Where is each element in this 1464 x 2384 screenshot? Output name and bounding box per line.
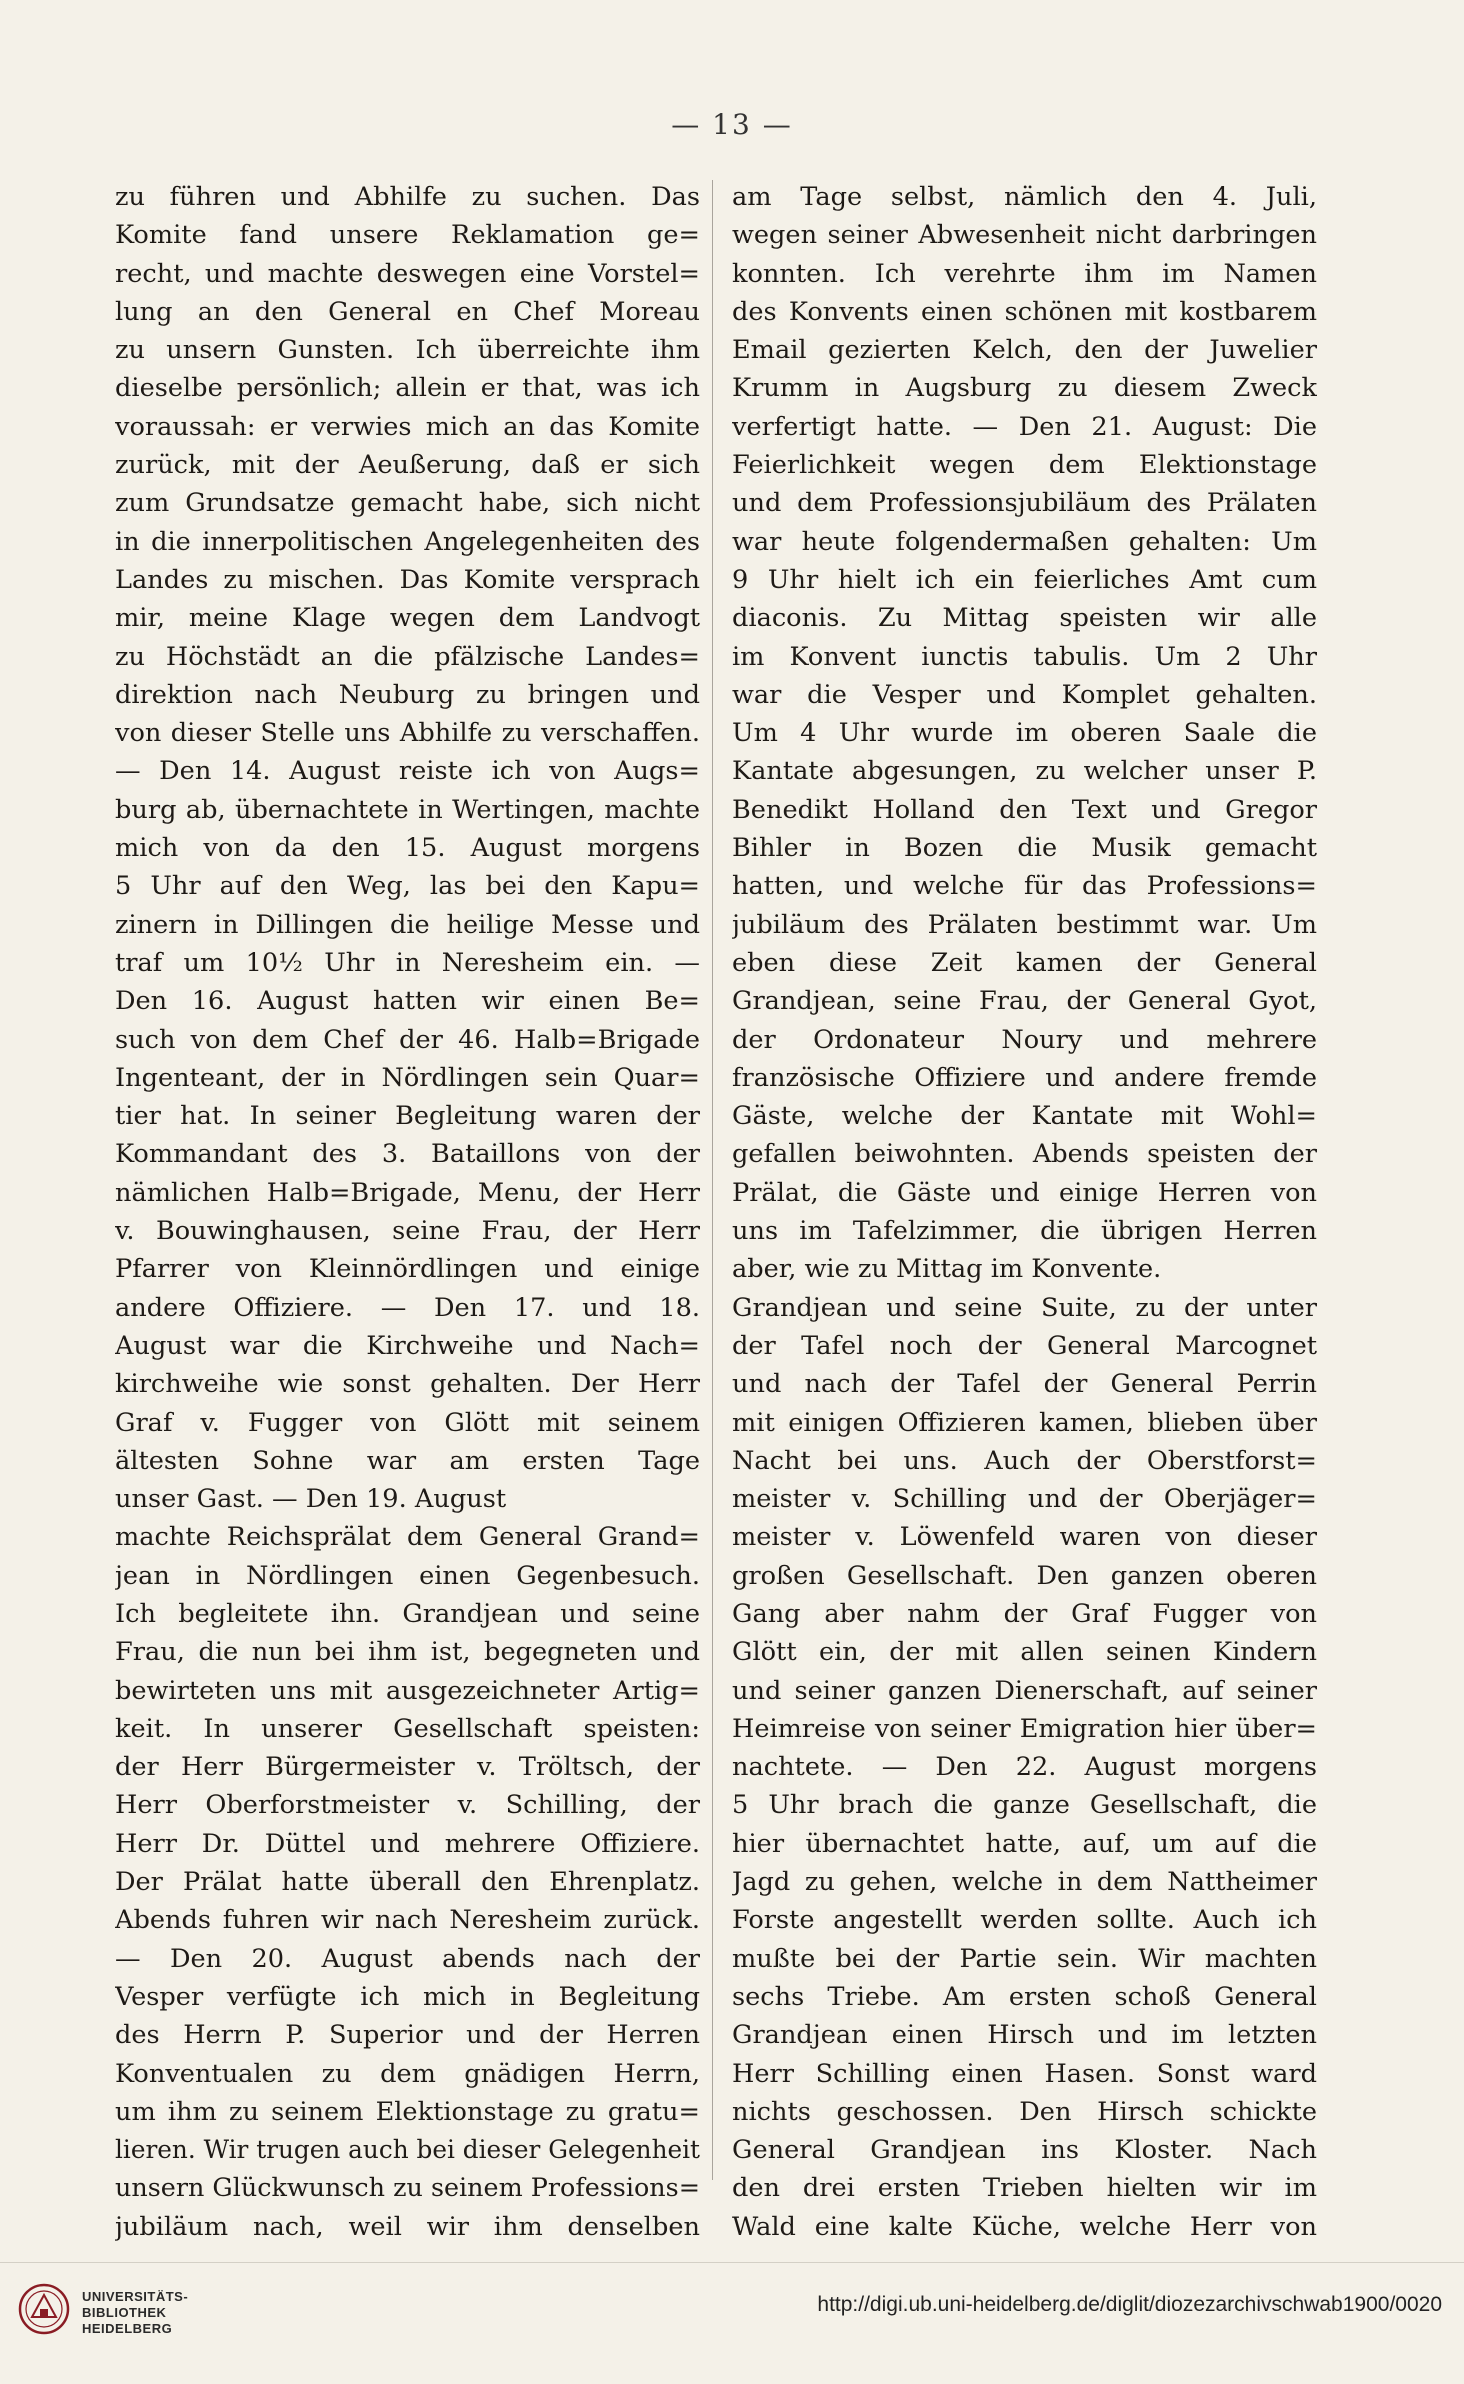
text-line: gefallen beiwohnten. Abends speisten der bbox=[732, 1139, 1317, 1170]
text-line: und nach der Tafel der General Perrin bbox=[732, 1369, 1317, 1400]
text-line: jean in Nördlingen einen Gegenbesuch. bbox=[115, 1560, 700, 1591]
text-line: mich von da den 15. August morgens bbox=[115, 833, 700, 864]
text-line: Kantate abgesungen, zu welcher unser P. bbox=[732, 756, 1317, 787]
text-line: traf um 10½ Uhr in Neresheim ein. — bbox=[115, 947, 700, 978]
text-line: v. Bouwinghausen, seine Frau, der Herr bbox=[115, 1216, 700, 1247]
text-line: war heute folgendermaßen gehalten: Um bbox=[732, 526, 1317, 557]
text-column-left bbox=[115, 178, 700, 2246]
text-line: der Tafel noch der General Marcognet bbox=[732, 1330, 1317, 1361]
text-line: Glött ein, der mit allen seinen Kindern bbox=[732, 1637, 1317, 1668]
text-line: Den 16. August hatten wir einen Be= bbox=[115, 986, 700, 1017]
text-line: Wald eine kalte Küche, welche Herr von bbox=[732, 2211, 1317, 2242]
text-line: andere Offiziere. — Den 17. und 18. bbox=[115, 1292, 700, 1323]
text-line: konnten. Ich verehrte ihm im Namen bbox=[732, 258, 1317, 289]
text-line: in die innerpolitischen Angelegenheiten des bbox=[115, 526, 700, 557]
text-line: meister v. Schilling und der Oberjäger= bbox=[732, 1484, 1317, 1515]
text-line: nachtete. — Den 22. August morgens bbox=[732, 1752, 1317, 1783]
text-line: Herr Oberforstmeister v. Schilling, der bbox=[115, 1790, 700, 1821]
library-name-line: HEIDELBERG bbox=[82, 2321, 173, 2336]
library-name bbox=[82, 2289, 188, 2337]
text-line: verfertigt hatte. — Den 21. August: Die bbox=[732, 411, 1317, 442]
library-name-line: UNIVERSITÄTS- bbox=[82, 2289, 189, 2304]
text-line: Der Prälat hatte überall den Ehrenplatz. bbox=[115, 1867, 700, 1898]
text-line: zurück, mit der Aeußerung, daß er sich bbox=[115, 450, 700, 481]
text-line: und dem Professionsjubiläum des Prälaten bbox=[732, 488, 1317, 519]
text-line: mit einigen Offizieren kamen, blieben über bbox=[732, 1407, 1317, 1438]
text-line: kirchweihe wie sonst gehalten. Der Herr bbox=[115, 1369, 700, 1400]
text-line: keit. In unserer Gesellschaft speisten: bbox=[115, 1713, 700, 1744]
library-name-line: BIBLIOTHEK bbox=[82, 2305, 167, 2320]
university-seal-icon bbox=[18, 2283, 70, 2335]
text-line: General Grandjean ins Kloster. Nach bbox=[732, 2135, 1317, 2166]
page-number: — 13 — bbox=[671, 108, 793, 141]
text-line: uns im Tafelzimmer, die übrigen Herren bbox=[732, 1216, 1317, 1247]
text-line: 5 Uhr auf den Weg, las bei den Kapu= bbox=[115, 871, 700, 902]
text-line: Gang aber nahm der Graf Fugger von bbox=[732, 1598, 1317, 1629]
text-line: unser Gast. — Den 19. August bbox=[115, 1484, 507, 1515]
text-line: nämlichen Halb=Brigade, Menu, der Herr bbox=[115, 1177, 700, 1208]
text-line: der Herr Bürgermeister v. Tröltsch, der bbox=[115, 1752, 700, 1783]
text-line: von dieser Stelle uns Abhilfe zu verschaffen. bbox=[115, 718, 700, 749]
text-line: dieselbe persönlich; allein er that, was ich bbox=[115, 373, 700, 404]
text-line: sechs Triebe. Am ersten schoß General bbox=[732, 1981, 1317, 2012]
text-line: Herr Dr. Düttel und mehrere Offiziere. bbox=[115, 1828, 700, 1859]
column-divider bbox=[712, 180, 713, 2180]
text-line: Prälat, die Gäste und einige Herren von bbox=[732, 1177, 1317, 1208]
text-line: Email gezierten Kelch, den der Juwelier bbox=[732, 335, 1317, 366]
text-line: jubiläum des Prälaten bestimmt war. Um bbox=[732, 909, 1317, 940]
text-line: bewirteten uns mit ausgezeichneter Artig= bbox=[115, 1675, 700, 1706]
text-line: war die Vesper und Komplet gehalten. bbox=[732, 679, 1317, 710]
text-line: der Ordonateur Noury und mehrere bbox=[732, 1024, 1317, 1055]
text-line: Feierlichkeit wegen dem Elektionstage bbox=[732, 450, 1317, 481]
text-line: Graf v. Fugger von Glött mit seinem bbox=[115, 1407, 700, 1438]
text-line: des Herrn P. Superior und der Herren bbox=[115, 2020, 700, 2051]
text-line: zinern in Dillingen die heilige Messe und bbox=[115, 909, 700, 940]
text-line: lung an den General en Chef Moreau bbox=[115, 296, 700, 327]
text-line: Ich begleitete ihn. Grandjean und seine bbox=[115, 1598, 700, 1629]
text-line: nichts geschossen. Den Hirsch schickte bbox=[732, 2096, 1317, 2127]
text-column-right bbox=[732, 178, 1317, 2246]
text-line: Kommandant des 3. Bataillons von der bbox=[115, 1139, 700, 1170]
text-line: am Tage selbst, nämlich den 4. Juli, bbox=[732, 182, 1317, 212]
text-line: lieren. Wir trugen auch bei dieser Gelegenheit bbox=[115, 2135, 700, 2166]
text-line: des Konvents einen schönen mit kostbarem bbox=[732, 296, 1317, 327]
text-line: zum Grundsatze gemacht habe, sich nicht bbox=[115, 488, 700, 519]
text-line: — Den 14. August reiste ich von Augs= bbox=[115, 756, 700, 787]
text-line: Bihler in Bozen die Musik gemacht bbox=[732, 833, 1317, 864]
text-line: Grandjean und seine Suite, zu der unter bbox=[732, 1292, 1317, 1323]
text-line: zu Höchstädt an die pfälzische Landes= bbox=[115, 641, 700, 672]
text-line: Benedikt Holland den Text und Gregor bbox=[732, 794, 1317, 825]
text-line: August war die Kirchweihe und Nach= bbox=[115, 1330, 700, 1361]
text-line: im Konvent iunctis tabulis. Um 2 Uhr bbox=[732, 641, 1317, 672]
text-line: hier übernachtet hatte, auf, um auf die bbox=[732, 1828, 1317, 1859]
text-line: großen Gesellschaft. Den ganzen oberen bbox=[732, 1560, 1317, 1591]
text-line: Vesper verfügte ich mich in Begleitung bbox=[115, 1981, 700, 2012]
text-line: um ihm zu seinem Elektionstage zu gratu= bbox=[115, 2096, 700, 2127]
text-line: unsern Glückwunsch zu seinem Professions= bbox=[115, 2173, 700, 2204]
text-line: ältesten Sohne war am ersten Tage bbox=[115, 1445, 700, 1476]
text-line: 9 Uhr hielt ich ein feierliches Amt cum bbox=[732, 564, 1317, 595]
text-line: zu führen und Abhilfe zu suchen. Das bbox=[115, 182, 700, 212]
text-line: Konventualen zu dem gnädigen Herrn, bbox=[115, 2058, 700, 2089]
text-line: mußte bei der Partie sein. Wir machten bbox=[732, 1943, 1317, 1974]
text-line: recht, und machte deswegen eine Vorstel= bbox=[115, 258, 700, 289]
text-line: Forste angestellt werden sollte. Auch ich bbox=[732, 1905, 1317, 1936]
text-line: Abends fuhren wir nach Neresheim zurück. bbox=[115, 1905, 700, 1936]
text-line: zu unsern Gunsten. Ich überreichte ihm bbox=[115, 335, 700, 366]
text-line: — Den 20. August abends nach der bbox=[115, 1943, 700, 1974]
text-line: den drei ersten Trieben hielten wir im bbox=[732, 2173, 1317, 2204]
text-line: diaconis. Zu Mittag speisten wir alle bbox=[732, 603, 1317, 634]
text-line: Grandjean einen Hirsch und im letzten bbox=[732, 2020, 1317, 2051]
text-line: Grandjean, seine Frau, der General Gyot, bbox=[732, 986, 1317, 1017]
text-line: direktion nach Neuburg zu bringen und bbox=[115, 679, 700, 710]
text-line: eben diese Zeit kamen der General bbox=[732, 947, 1317, 978]
text-line: hatten, und welche für das Professions= bbox=[732, 871, 1317, 902]
text-line: Pfarrer von Kleinnördlingen und einige bbox=[115, 1254, 700, 1285]
text-line: und seiner ganzen Dienerschaft, auf seiner bbox=[732, 1675, 1317, 1706]
text-line: Nacht bei uns. Auch der Oberstforst= bbox=[732, 1445, 1317, 1476]
text-line: Heimreise von seiner Emigration hier über= bbox=[732, 1713, 1317, 1744]
text-line: wegen seiner Abwesenheit nicht darbringen bbox=[732, 220, 1317, 251]
text-line: jubiläum nach, weil wir ihm denselben bbox=[115, 2211, 700, 2242]
text-line: Landes zu mischen. Das Komite versprach bbox=[115, 564, 700, 595]
text-line: Krumm in Augsburg zu diesem Zweck bbox=[732, 373, 1317, 404]
text-line: 5 Uhr brach die ganze Gesellschaft, die bbox=[732, 1790, 1317, 1821]
text-line: burg ab, übernachtete in Wertingen, machte bbox=[115, 794, 700, 825]
footer-bar bbox=[0, 2262, 1464, 2384]
text-line: Gäste, welche der Kantate mit Wohl= bbox=[732, 1101, 1317, 1132]
text-line: Jagd zu gehen, welche in dem Nattheimer bbox=[732, 1867, 1317, 1898]
text-line: voraussah: er verwies mich an das Komite bbox=[115, 411, 700, 442]
text-line: Ingenteant, der in Nördlingen sein Quar= bbox=[115, 1062, 700, 1093]
text-line: Frau, die nun bei ihm ist, begegneten und bbox=[115, 1637, 700, 1668]
text-line: meister v. Löwenfeld waren von dieser bbox=[732, 1522, 1317, 1553]
text-line: aber, wie zu Mittag im Konvente. bbox=[732, 1254, 1162, 1285]
text-line: Komite fand unsere Reklamation ge= bbox=[115, 220, 700, 251]
text-line: französische Offiziere und andere fremde bbox=[732, 1062, 1317, 1093]
text-line: machte Reichsprälat dem General Grand= bbox=[115, 1522, 700, 1553]
text-line: such von dem Chef der 46. Halb=Brigade bbox=[115, 1024, 700, 1055]
source-url[interactable]: http://digi.ub.uni-heidelberg.de/diglit/diozezarchivschwab1900/0020 bbox=[817, 2293, 1442, 2316]
text-line: tier hat. In seiner Begleitung waren der bbox=[115, 1101, 700, 1132]
text-line: mir, meine Klage wegen dem Landvogt bbox=[115, 603, 700, 634]
text-line: Herr Schilling einen Hasen. Sonst ward bbox=[732, 2058, 1317, 2089]
text-line: Um 4 Uhr wurde im oberen Saale die bbox=[732, 718, 1317, 749]
